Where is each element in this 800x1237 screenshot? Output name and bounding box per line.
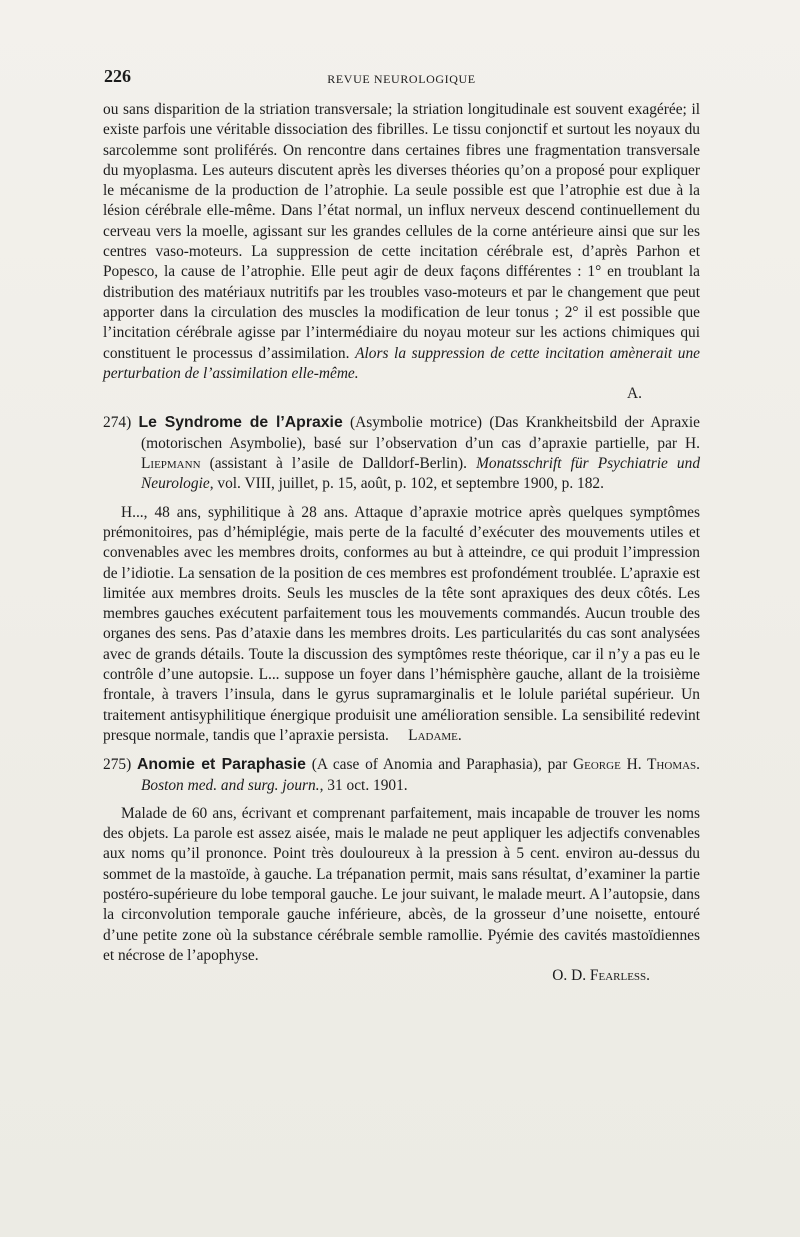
intro-italic-text: Alors la suppression de cette incitation amènerait une perturbation de l’assimilation elle-même. bbox=[103, 344, 700, 382]
entry-274-journal: Monatsschrift für Psychiatrie und Neurologie bbox=[141, 455, 701, 493]
entry-274-title: Le Syndrome de l’Apraxie bbox=[138, 414, 343, 432]
entry-274-body bbox=[103, 503, 700, 747]
entry-274-body-text: H..., 48 ans, syphilitique à 28 ans. Attaque d’apraxie motrice après quelques symptômes prémonitoires, pas d’hémiplégie, mais perte de la faculté d’exécuter des mouvements utiles et convenables avec les membres droits, conformes au but à atteindre, ce qui produit l’impression de l’idiotie. La sensation de la position de ces membres est profondément troublée. L’apraxie est limitée aux membres droits. Seuls les muscles de la tête sont apraxiques des deux côtés. Les membres gauches exécutent parfaitement tous les mouvements commandés. Aucun trouble des organes des sens. Pas d’ataxie dans les membres droits. Les particularités du cas sont analysées avec de grands détails. Toute la discussion des symptômes reste théorique, car il n’y a pas eu le contrôle d’une autopsie. L... suppose un foyer dans l’hémisphère gauche, allant de la troisième frontale, à travers l’insula, dans le gyrus supramarginalis et le lolule pariétal supérieur. Un traitement antisyphilitique énergique produisit une amélioration sensible. La sensibilité redevint presque normale, tandis que l’apraxie persista. bbox=[103, 503, 700, 744]
entry-275-body bbox=[103, 804, 700, 966]
entry-275-heading bbox=[103, 755, 700, 796]
entry-274-author: Liepmann bbox=[141, 455, 201, 473]
entry-275-author: George H. Thomas. bbox=[573, 756, 701, 774]
running-title: REVUE NEUROLOGIQUE bbox=[327, 72, 476, 86]
entry-274-heading bbox=[103, 413, 700, 494]
entry-275-desc-2: , 31 oct. 1901. bbox=[319, 776, 408, 794]
page-body bbox=[103, 100, 700, 986]
entry-274-desc-1: (Asymbolie motrice) (Das Krankheitsbild der Apraxie (motorischen Asymbolie), basé sur l’observation d’un cas d’apraxie partielle, par H. bbox=[141, 414, 700, 452]
entry-275-number: 275) bbox=[103, 756, 132, 774]
entry-275-desc-1: (A case of Anomia and Paraphasia), par bbox=[311, 756, 568, 774]
intro-signature: A. bbox=[627, 385, 642, 403]
page-header bbox=[104, 66, 699, 90]
entry-274-desc-3: , vol. VIII, juillet, p. 15, août, p. 102, et septembre 1900, p. 182. bbox=[209, 475, 604, 493]
entry-275-journal: Boston med. and surg. journ. bbox=[141, 776, 320, 794]
entry-275-signature: O. D. Fearless. bbox=[552, 967, 650, 985]
spacer bbox=[103, 495, 700, 503]
entry-275-body-text: Malade de 60 ans, écrivant et comprenant parfaitement, mais incapable de trouver les noms des objets. La parole est assez aisée, mais le malade ne peut appliquer les adjectifs convenables aux noms qu’il prononce. Point très douloureux à la pression à 5 cent. environ au-dessus du sommet de la mastoïde, à gauche. La trépanation permit, mais sans résultat, d’examiner la partie postéro-supérieure du lobe temporal gauche. Le jour suivant, le malade meurt. A l’autopsie, dans la circonvolution temporale gauche inférieure, abcès, de la grosseur d’une noisette, entouré d’une petite zone où la substance cérébrale semble ramollie. Pyémie des cavités mastoïdiennes et nécrose de l’apophyse. bbox=[103, 804, 700, 964]
entry-275-title: Anomie et Paraphasie bbox=[137, 756, 306, 774]
spacer bbox=[103, 796, 700, 804]
entry-274-number: 274) bbox=[103, 414, 132, 432]
entry-274-signature: Ladame. bbox=[408, 726, 462, 744]
intro-paragraph bbox=[103, 100, 700, 384]
intro-text: ou sans disparition de la striation transversale; la striation longitudinale est souvent exagérée; il existe parfois une véritable dissociation des fibrilles. Le tissu conjonctif et surtout les noyaux du sarcolemme sont proliférés. On rencontre dans certaines fibres une fragmentation transversale du myoplasma. Les auteurs discutent après les diverses théories qu’on a proposé pour expliquer le mécanisme de la production de l’atrophie. La seule possible est que l’atrophie est due à la lésion cérébrale elle-même. Dans l’état normal, un influx nerveux descend continuellement du cerveau vers la moelle, agissant sur les grandes cellules de la corne antérieure ainsi que sur les centres vaso-moteurs. La suppression de cette incitation cérébrale est, d’après Parhon et Popesco, la cause de l’atrophie. Elle peut agir de deux façons différentes : 1° en troublant la distribution des matériaux nutritifs par les troubles vaso-moteurs et par le changement que peut apporter dans la circulation des muscles la modification de leur tonus ; 2° il est possible que l’incitation cérébrale agisse par l’intermédiaire du noyau moteur sur les actions chimiques qui constituent le processus d’assimilation. bbox=[103, 101, 700, 362]
entry-274-desc-2: (assistant à l’asile de Dalldorf-Berlin). bbox=[209, 455, 467, 473]
page-number: 226 bbox=[104, 66, 131, 86]
